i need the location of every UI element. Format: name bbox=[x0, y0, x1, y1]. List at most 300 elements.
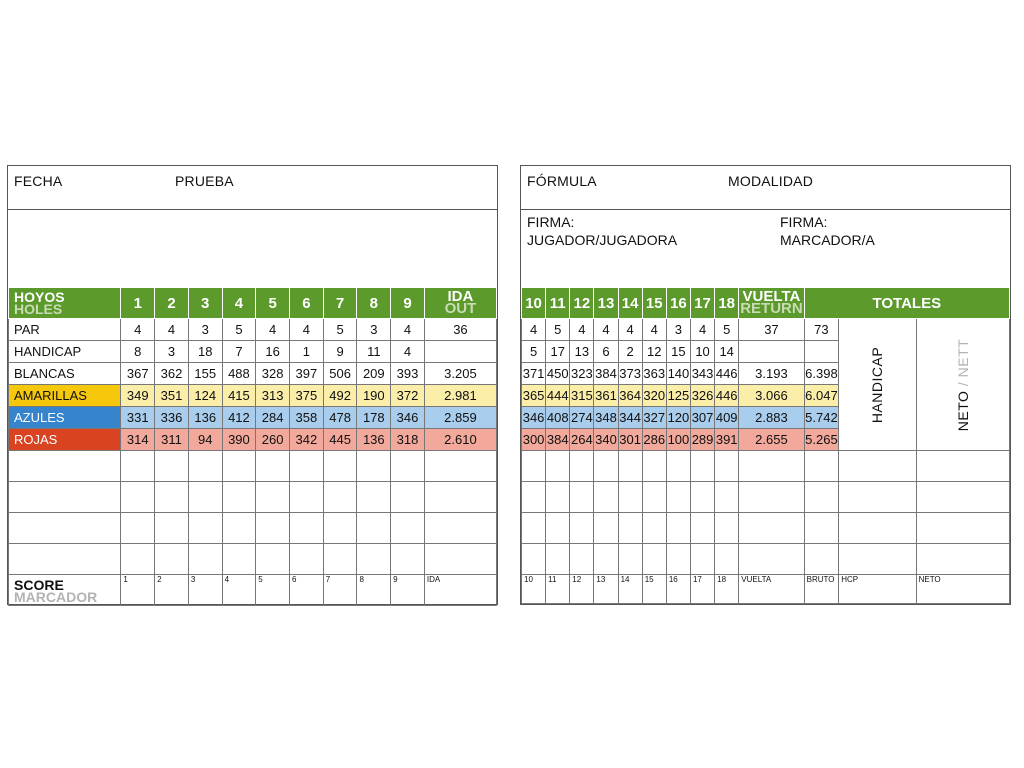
score-cell[interactable] bbox=[916, 482, 1009, 513]
score-entry-row bbox=[9, 451, 497, 482]
score-cell[interactable] bbox=[522, 482, 546, 513]
row-value: 397 bbox=[290, 363, 324, 385]
score-hole-label[interactable]: 4 bbox=[222, 575, 256, 606]
row-value: 5 bbox=[222, 319, 256, 341]
row-value: 315 bbox=[570, 385, 594, 407]
handicap-column[interactable] bbox=[839, 319, 916, 451]
score-cell[interactable] bbox=[323, 544, 357, 575]
row-value: 346 bbox=[522, 407, 546, 429]
score-cell[interactable] bbox=[739, 544, 804, 575]
score-cell[interactable] bbox=[570, 482, 594, 513]
hole-number: 7 bbox=[323, 288, 357, 319]
row-value: 444 bbox=[546, 385, 570, 407]
row-value: 260 bbox=[256, 429, 290, 451]
row-value: 344 bbox=[618, 407, 642, 429]
score-cell[interactable] bbox=[357, 482, 391, 513]
hoyos-cell bbox=[9, 288, 121, 319]
row-value: 7 bbox=[222, 341, 256, 363]
row-label: ROJAS bbox=[9, 429, 121, 451]
score-cell[interactable] bbox=[642, 513, 666, 544]
hole-number: 18 bbox=[715, 288, 739, 319]
row-value: 4 bbox=[256, 319, 290, 341]
score-cell[interactable] bbox=[690, 544, 714, 575]
row-value: 6 bbox=[594, 341, 618, 363]
score-hole-label[interactable]: 18 bbox=[715, 575, 739, 604]
row-value: 372 bbox=[391, 385, 425, 407]
row-value: 361 bbox=[594, 385, 618, 407]
row-value: 445 bbox=[323, 429, 357, 451]
row-total bbox=[804, 341, 839, 363]
score-cell[interactable] bbox=[391, 513, 425, 544]
row-value: 4 bbox=[121, 319, 155, 341]
score-entry-row bbox=[522, 482, 1010, 513]
score-cell[interactable] bbox=[9, 451, 121, 482]
score-cell[interactable] bbox=[642, 451, 666, 482]
row-label: BLANCAS bbox=[9, 363, 121, 385]
hole-number: 11 bbox=[546, 288, 570, 319]
ida-label: IDA bbox=[447, 288, 474, 305]
row-value: 393 bbox=[391, 363, 425, 385]
score-cell[interactable] bbox=[570, 451, 594, 482]
score-cell[interactable] bbox=[9, 482, 121, 513]
row-label: HANDICAP bbox=[9, 341, 121, 363]
row-value: 364 bbox=[618, 385, 642, 407]
score-cell[interactable] bbox=[618, 513, 642, 544]
row-value: 124 bbox=[188, 385, 222, 407]
score-entry-row bbox=[522, 544, 1010, 575]
row-value: 4 bbox=[570, 319, 594, 341]
score-cell[interactable] bbox=[666, 513, 690, 544]
score-cell[interactable] bbox=[690, 513, 714, 544]
row-value: 300 bbox=[522, 429, 546, 451]
row-value: 3 bbox=[188, 319, 222, 341]
ida-cell bbox=[424, 288, 496, 319]
row-value: 3 bbox=[357, 319, 391, 341]
score-cell[interactable] bbox=[121, 451, 155, 482]
score-cell[interactable] bbox=[666, 482, 690, 513]
score-hole-label[interactable]: 9 bbox=[391, 575, 425, 606]
row-value: 313 bbox=[256, 385, 290, 407]
hole-number: 2 bbox=[155, 288, 189, 319]
score-hole-label[interactable]: 3 bbox=[188, 575, 222, 606]
row-value: 209 bbox=[357, 363, 391, 385]
score-cell[interactable] bbox=[666, 544, 690, 575]
score-bruto-label[interactable]: BRUTO bbox=[804, 575, 839, 604]
row-value: 311 bbox=[155, 429, 189, 451]
date-header bbox=[8, 166, 497, 210]
score-cell[interactable] bbox=[739, 451, 804, 482]
score-cell[interactable] bbox=[916, 513, 1009, 544]
row-vuelta bbox=[739, 341, 804, 363]
row-value: 384 bbox=[594, 363, 618, 385]
score-cell[interactable] bbox=[715, 482, 739, 513]
formula-header bbox=[521, 166, 1010, 210]
score-hole-label[interactable]: 6 bbox=[290, 575, 324, 606]
score-entry-row bbox=[9, 513, 497, 544]
hole-number: 5 bbox=[256, 288, 290, 319]
row-value: 2 bbox=[618, 341, 642, 363]
score-hole-label[interactable]: 16 bbox=[666, 575, 690, 604]
score-cell[interactable] bbox=[222, 513, 256, 544]
row-value: 155 bbox=[188, 363, 222, 385]
score-cell-label bbox=[9, 575, 121, 606]
score-vuelta-label[interactable]: VUELTA bbox=[739, 575, 804, 604]
score-hole-label[interactable]: 10 bbox=[522, 575, 546, 604]
score-cell[interactable] bbox=[739, 513, 804, 544]
score-cell[interactable] bbox=[155, 451, 189, 482]
score-neto-label[interactable]: NETO bbox=[916, 575, 1009, 604]
row-value: 371 bbox=[522, 363, 546, 385]
holes-label: HOLES bbox=[14, 301, 63, 317]
row-value: 384 bbox=[546, 429, 570, 451]
row-value: 9 bbox=[323, 341, 357, 363]
score-cell[interactable] bbox=[642, 482, 666, 513]
out-label: OUT bbox=[444, 300, 477, 317]
row-vuelta: 3.066 bbox=[739, 385, 804, 407]
row-value: 336 bbox=[155, 407, 189, 429]
score-hole-label[interactable]: 12 bbox=[570, 575, 594, 604]
score-cell[interactable] bbox=[546, 513, 570, 544]
row-value: 284 bbox=[256, 407, 290, 429]
score-cell[interactable] bbox=[256, 451, 290, 482]
score-hole-label[interactable]: 5 bbox=[256, 575, 290, 606]
score-cell[interactable] bbox=[290, 544, 324, 575]
row-value: 348 bbox=[594, 407, 618, 429]
row-label: PAR bbox=[9, 319, 121, 341]
score-cell[interactable] bbox=[666, 451, 690, 482]
row-value: 4 bbox=[290, 319, 324, 341]
row-value: 478 bbox=[323, 407, 357, 429]
row-value: 328 bbox=[256, 363, 290, 385]
score-cell[interactable] bbox=[256, 544, 290, 575]
scorecard-front-nine bbox=[7, 165, 498, 605]
score-entry-row bbox=[522, 451, 1010, 482]
score-cell[interactable] bbox=[715, 451, 739, 482]
prueba-label: PRUEBA bbox=[175, 173, 234, 189]
row-value: 4 bbox=[391, 341, 425, 363]
row-value: 125 bbox=[666, 385, 690, 407]
score-hole-label[interactable]: 11 bbox=[546, 575, 570, 604]
row-value: 4 bbox=[155, 319, 189, 341]
score-ida-label[interactable]: IDA bbox=[424, 575, 496, 606]
score-cell[interactable] bbox=[391, 482, 425, 513]
row-total: 5.742 bbox=[804, 407, 839, 429]
row-value: 349 bbox=[121, 385, 155, 407]
row-value: 289 bbox=[690, 429, 714, 451]
row-value: 492 bbox=[323, 385, 357, 407]
score-cell[interactable] bbox=[155, 513, 189, 544]
score-cell[interactable] bbox=[357, 544, 391, 575]
hole-number: 17 bbox=[690, 288, 714, 319]
row-vuelta: 2.655 bbox=[739, 429, 804, 451]
hole-number: 4 bbox=[222, 288, 256, 319]
row-value: 5 bbox=[323, 319, 357, 341]
jugador-label: JUGADOR/JUGADORA bbox=[527, 232, 678, 248]
neto-separator: / bbox=[954, 376, 971, 391]
score-entry-row bbox=[9, 544, 497, 575]
neto-column[interactable] bbox=[916, 319, 1009, 451]
score-cell[interactable] bbox=[121, 544, 155, 575]
hole-number: 13 bbox=[594, 288, 618, 319]
row-value: 362 bbox=[155, 363, 189, 385]
hoyos-label: HOYOS bbox=[14, 289, 65, 305]
row-value: 318 bbox=[391, 429, 425, 451]
row-value: 391 bbox=[715, 429, 739, 451]
score-cell[interactable] bbox=[546, 451, 570, 482]
score-cell[interactable] bbox=[121, 482, 155, 513]
row-handicap bbox=[9, 341, 497, 363]
vuelta-cell bbox=[739, 288, 804, 319]
score-cell[interactable] bbox=[916, 544, 1009, 575]
score-hole-label[interactable]: 2 bbox=[155, 575, 189, 606]
row-total: 2.981 bbox=[424, 385, 496, 407]
score-cell[interactable] bbox=[522, 513, 546, 544]
score-hole-label[interactable]: 13 bbox=[594, 575, 618, 604]
score-entry-row bbox=[522, 513, 1010, 544]
score-cell[interactable] bbox=[804, 544, 839, 575]
score-cell[interactable] bbox=[188, 451, 222, 482]
hole-number: 9 bbox=[391, 288, 425, 319]
row-value: 140 bbox=[666, 363, 690, 385]
score-cell[interactable] bbox=[188, 544, 222, 575]
row-value: 100 bbox=[666, 429, 690, 451]
row-value: 363 bbox=[642, 363, 666, 385]
handicap-vertical-label: HANDICAP bbox=[869, 346, 886, 423]
row-value: 340 bbox=[594, 429, 618, 451]
row-value: 3 bbox=[155, 341, 189, 363]
row-value: 351 bbox=[155, 385, 189, 407]
score-cell[interactable] bbox=[715, 513, 739, 544]
score-cell[interactable] bbox=[690, 482, 714, 513]
hole-number: 16 bbox=[666, 288, 690, 319]
row-value: 488 bbox=[222, 363, 256, 385]
score-cell[interactable] bbox=[424, 513, 496, 544]
row-value: 343 bbox=[690, 363, 714, 385]
header-row bbox=[522, 288, 1010, 319]
score-hole-label[interactable]: 14 bbox=[618, 575, 642, 604]
score-cell[interactable] bbox=[323, 482, 357, 513]
score-cell[interactable] bbox=[594, 544, 618, 575]
vuelta-label: VUELTA bbox=[742, 288, 801, 305]
row-total bbox=[424, 341, 496, 363]
row-value: 446 bbox=[715, 363, 739, 385]
row-value: 16 bbox=[256, 341, 290, 363]
row-value: 301 bbox=[618, 429, 642, 451]
row-value: 136 bbox=[188, 407, 222, 429]
score-cell[interactable] bbox=[391, 451, 425, 482]
score-cell[interactable] bbox=[594, 513, 618, 544]
front-nine-table bbox=[8, 287, 497, 606]
score-hole-label[interactable]: 7 bbox=[323, 575, 357, 606]
row-value: 274 bbox=[570, 407, 594, 429]
row-value: 327 bbox=[642, 407, 666, 429]
row-value: 5 bbox=[522, 341, 546, 363]
row-total: 36 bbox=[424, 319, 496, 341]
row-value: 4 bbox=[594, 319, 618, 341]
score-cell[interactable] bbox=[804, 482, 839, 513]
fecha-label: FECHA bbox=[14, 173, 63, 189]
row-par bbox=[522, 319, 1010, 341]
score-cell[interactable] bbox=[290, 482, 324, 513]
hole-number: 14 bbox=[618, 288, 642, 319]
row-total: 5.265 bbox=[804, 429, 839, 451]
score-cell[interactable] bbox=[290, 513, 324, 544]
score-cell[interactable] bbox=[618, 544, 642, 575]
row-value: 178 bbox=[357, 407, 391, 429]
score-cell[interactable] bbox=[424, 482, 496, 513]
row-total: 2.859 bbox=[424, 407, 496, 429]
signature-area bbox=[521, 209, 1010, 287]
score-cell[interactable] bbox=[594, 451, 618, 482]
score-cell[interactable] bbox=[424, 544, 496, 575]
score-cell[interactable] bbox=[546, 482, 570, 513]
row-value: 264 bbox=[570, 429, 594, 451]
row-total: 3.205 bbox=[424, 363, 496, 385]
row-value: 326 bbox=[690, 385, 714, 407]
score-cell[interactable] bbox=[357, 513, 391, 544]
score-cell[interactable] bbox=[323, 513, 357, 544]
score-cell[interactable] bbox=[804, 451, 839, 482]
score-cell[interactable] bbox=[690, 451, 714, 482]
score-entry-row bbox=[9, 482, 497, 513]
row-label: AMARILLAS bbox=[9, 385, 121, 407]
row-value: 5 bbox=[546, 319, 570, 341]
score-cell[interactable] bbox=[188, 513, 222, 544]
row-rojas bbox=[9, 429, 497, 451]
header-row bbox=[9, 288, 497, 319]
row-value: 412 bbox=[222, 407, 256, 429]
row-amarillas bbox=[9, 385, 497, 407]
score-cell[interactable] bbox=[155, 482, 189, 513]
score-cell[interactable] bbox=[155, 544, 189, 575]
score-cell[interactable] bbox=[121, 513, 155, 544]
score-cell[interactable] bbox=[839, 451, 916, 482]
return-label: RETURN bbox=[740, 300, 803, 317]
score-cell[interactable] bbox=[839, 482, 916, 513]
neto-label: NETO bbox=[954, 390, 971, 431]
row-value: 446 bbox=[715, 385, 739, 407]
score-cell[interactable] bbox=[618, 451, 642, 482]
row-value: 367 bbox=[121, 363, 155, 385]
row-value: 307 bbox=[690, 407, 714, 429]
score-cell[interactable] bbox=[290, 451, 324, 482]
row-value: 331 bbox=[121, 407, 155, 429]
row-value: 415 bbox=[222, 385, 256, 407]
score-cell[interactable] bbox=[618, 482, 642, 513]
score-cell[interactable] bbox=[739, 482, 804, 513]
row-value: 390 bbox=[222, 429, 256, 451]
score-cell[interactable] bbox=[546, 544, 570, 575]
row-vuelta: 3.193 bbox=[739, 363, 804, 385]
score-cell[interactable] bbox=[594, 482, 618, 513]
row-value: 1 bbox=[290, 341, 324, 363]
score-hole-label[interactable]: 8 bbox=[357, 575, 391, 606]
score-cell[interactable] bbox=[9, 544, 121, 575]
row-value: 375 bbox=[290, 385, 324, 407]
score-hole-label[interactable]: 15 bbox=[642, 575, 666, 604]
score-cell[interactable] bbox=[839, 513, 916, 544]
score-cell[interactable] bbox=[424, 451, 496, 482]
score-cell[interactable] bbox=[323, 451, 357, 482]
score-cell[interactable] bbox=[357, 451, 391, 482]
hole-number: 3 bbox=[188, 288, 222, 319]
score-cell[interactable] bbox=[188, 482, 222, 513]
row-value: 409 bbox=[715, 407, 739, 429]
score-hole-label[interactable]: 1 bbox=[121, 575, 155, 606]
row-value: 14 bbox=[715, 341, 739, 363]
row-total: 6.398 bbox=[804, 363, 839, 385]
totales-label: TOTALES bbox=[804, 288, 1009, 319]
score-cell[interactable] bbox=[570, 513, 594, 544]
nett-label: NETT bbox=[954, 338, 971, 377]
score-hole-label[interactable]: 17 bbox=[690, 575, 714, 604]
row-total: 6.047 bbox=[804, 385, 839, 407]
blank-area bbox=[8, 209, 497, 287]
score-cell[interactable] bbox=[715, 544, 739, 575]
marcador-label: MARCADOR/A bbox=[780, 232, 875, 248]
score-cell[interactable] bbox=[522, 544, 546, 575]
score-cell[interactable] bbox=[916, 451, 1009, 482]
score-cell[interactable] bbox=[222, 544, 256, 575]
hole-number: 15 bbox=[642, 288, 666, 319]
row-vuelta: 2.883 bbox=[739, 407, 804, 429]
score-cell[interactable] bbox=[9, 513, 121, 544]
score-cell[interactable] bbox=[222, 451, 256, 482]
score-cell[interactable] bbox=[570, 544, 594, 575]
score-hcp-label[interactable]: HCP bbox=[839, 575, 916, 604]
hole-number: 6 bbox=[290, 288, 324, 319]
scorecard-back-nine bbox=[520, 165, 1011, 605]
neto-nett-label bbox=[955, 338, 971, 430]
hole-number: 12 bbox=[570, 288, 594, 319]
row-value: 13 bbox=[570, 341, 594, 363]
score-cell[interactable] bbox=[256, 513, 290, 544]
modalidad-label: MODALIDAD bbox=[728, 173, 814, 189]
row-blancas bbox=[9, 363, 497, 385]
score-cell[interactable] bbox=[804, 513, 839, 544]
row-value: 323 bbox=[570, 363, 594, 385]
row-label: AZULES bbox=[9, 407, 121, 429]
row-value: 4 bbox=[690, 319, 714, 341]
score-cell[interactable] bbox=[256, 482, 290, 513]
firma-marcador-label: FIRMA: bbox=[780, 214, 828, 230]
score-cell[interactable] bbox=[391, 544, 425, 575]
row-value: 373 bbox=[618, 363, 642, 385]
row-value: 11 bbox=[357, 341, 391, 363]
row-value: 408 bbox=[546, 407, 570, 429]
player-signature bbox=[527, 213, 677, 249]
score-cell[interactable] bbox=[222, 482, 256, 513]
marcador-label: MARCADOR bbox=[14, 589, 98, 605]
hole-number: 10 bbox=[522, 288, 546, 319]
row-value: 358 bbox=[290, 407, 324, 429]
score-cell[interactable] bbox=[522, 451, 546, 482]
row-value: 320 bbox=[642, 385, 666, 407]
marker-signature bbox=[780, 213, 875, 249]
score-label-row bbox=[9, 575, 497, 606]
row-value: 8 bbox=[121, 341, 155, 363]
row-value: 314 bbox=[121, 429, 155, 451]
row-value: 190 bbox=[357, 385, 391, 407]
score-cell[interactable] bbox=[839, 544, 916, 575]
row-azules bbox=[9, 407, 497, 429]
row-value: 4 bbox=[391, 319, 425, 341]
row-value: 17 bbox=[546, 341, 570, 363]
row-value: 4 bbox=[522, 319, 546, 341]
row-par bbox=[9, 319, 497, 341]
row-value: 506 bbox=[323, 363, 357, 385]
score-cell[interactable] bbox=[642, 544, 666, 575]
